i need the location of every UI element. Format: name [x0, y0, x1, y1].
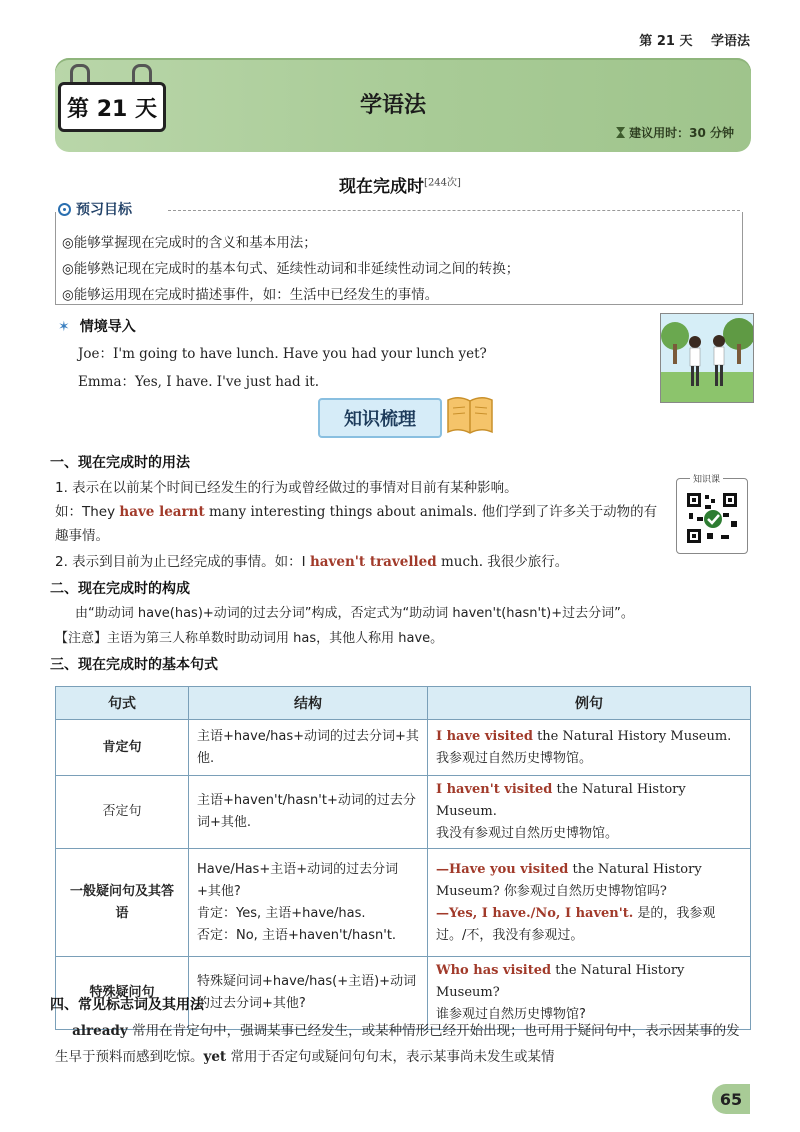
- sentence-pattern-table: [55, 686, 751, 1030]
- scene-illustration: [660, 313, 754, 403]
- structure: 特殊疑问词+have/has(+主语)+动词的过去分词+其他?: [189, 957, 428, 1030]
- preview-goals-list: [62, 230, 519, 308]
- usage-2: [55, 550, 665, 574]
- highlighted-verb: haven't travelled: [309, 554, 437, 570]
- list-item: ◎能够运用现在完成时描述事件，如：生活中已经发生的事情。: [62, 287, 439, 303]
- dialog: [78, 340, 487, 396]
- suggested-time: [616, 124, 734, 141]
- table-row: [56, 776, 751, 849]
- scene-heading: [58, 316, 136, 336]
- preview-goals-heading-text: 预习目标: [76, 202, 132, 218]
- column-header: 结构: [189, 687, 428, 720]
- structure-line: Have/Has+主语+动词的过去分词+其他?: [197, 861, 399, 899]
- usage-2-rest: much. 我很少旅行。: [436, 554, 569, 570]
- page-number: 65: [712, 1084, 750, 1114]
- column-header: 例句: [428, 687, 751, 720]
- construction-note: 【注意】主语为第三人称单数时助动词用 has，其他人称用 have。: [55, 631, 444, 646]
- running-header-day: 第 21 天: [639, 34, 693, 49]
- list-item: ◎能够熟记现在完成时的基本句式、延续性动词和非延续性动词之间的转换；: [62, 261, 520, 277]
- example: [428, 849, 751, 957]
- structure-line: 否定：No, 主语+haven't/hasn't.: [197, 927, 397, 943]
- keyword-yet: yet: [203, 1049, 227, 1065]
- table-header-row: [56, 687, 751, 720]
- structure: 主语+have/has+动词的过去分词+其他.: [189, 720, 428, 776]
- target-icon: [58, 203, 71, 216]
- yet-usage: 常用于否定句或疑问句句末，表示某事尚未发生或某情: [226, 1049, 555, 1065]
- running-header-section: 学语法: [710, 34, 750, 49]
- preview-goals-heading: [58, 199, 138, 219]
- scene-heading-text: 情境导入: [79, 319, 136, 335]
- lesson-title-text: 现在完成时: [339, 177, 425, 197]
- construction-rule: 由“助动词 have(has)+动词的过去分词”构成，否定式为“助动词 haven't(hasn't)+过去分词”。: [75, 606, 634, 621]
- example-rest: the Natural History Museum.: [436, 782, 686, 819]
- highlighted-verb: I haven't visited: [436, 782, 553, 797]
- example-translation: 我参观过自然历史博物馆。: [436, 750, 593, 766]
- section-3-title: 三、现在完成时的基本句式: [50, 657, 218, 673]
- sentence-type: 一般疑问句及其答语: [56, 849, 189, 957]
- dialog-line: Emma：Yes, I have. I've just had it.: [78, 374, 319, 390]
- sparkle-icon: ✶: [58, 319, 70, 335]
- example-rest: the Natural History Museum.: [532, 728, 732, 744]
- list-item: ◎能够掌握现在完成时的含义和基本用法；: [62, 235, 317, 251]
- example: [428, 720, 751, 776]
- suggested-time-text: 建议用时：30 分钟: [629, 126, 734, 140]
- section-2-title: 二、现在完成时的构成: [50, 581, 190, 597]
- qr-code[interactable]: [676, 478, 748, 554]
- day-label: 第 21 天: [58, 82, 166, 132]
- example-prefix: 如：They: [55, 504, 120, 520]
- highlighted-answer: —Yes, I have./No, I haven't.: [436, 905, 634, 921]
- example-translation: 是的，我参观过。/不，我没有参观过。: [436, 905, 716, 943]
- structure-line: 肯定：Yes, 主语+have/has.: [197, 905, 366, 921]
- example-translation: 谁参观过自然历史博物馆?: [436, 1007, 586, 1022]
- dialog-line: Joe：I'm going to have lunch. Have you had your lunch yet?: [78, 346, 487, 362]
- knowledge-badge: 知识梳理: [318, 398, 442, 438]
- section-1-title: 一、现在完成时的用法: [50, 455, 190, 471]
- example: [428, 776, 751, 849]
- marker-words-paragraph: [55, 1018, 751, 1070]
- highlighted-verb: have learnt: [119, 504, 205, 520]
- keyword-already: already: [72, 1023, 128, 1039]
- qr-code-label: 知识课: [690, 472, 723, 485]
- usage-1: 1. 表示在以前某个时间已经发生的行为或曾经做过的事情对目前有某种影响。: [55, 480, 518, 496]
- section-4-title: 四、常见标志词及其用法: [50, 997, 204, 1013]
- sentence-type: 特殊疑问句: [56, 957, 189, 1030]
- exam-frequency: [244次]: [424, 177, 461, 189]
- two-kids-illustration: [661, 314, 753, 402]
- structure: 主语+haven't/hasn't+动词的过去分词+其他.: [189, 776, 428, 849]
- qr-code-icon: [677, 479, 747, 553]
- example-rest: the Natural History Museum?: [436, 963, 685, 1000]
- example-rest: many interesting things about animals. 他们学到了许多关于动物的有趣事情。: [55, 504, 658, 544]
- open-book-icon: [445, 392, 495, 438]
- hourglass-icon: [616, 127, 625, 138]
- column-header: 句式: [56, 687, 189, 720]
- divider: [168, 210, 740, 211]
- highlighted-verb: Who has visited: [436, 963, 552, 978]
- lesson-title: [0, 172, 800, 197]
- banner-title: 学语法: [360, 93, 427, 118]
- example-translation: 我没有参观过自然历史博物馆。: [436, 826, 619, 841]
- table-row: [56, 720, 751, 776]
- sentence-type: 肯定句: [56, 720, 189, 776]
- running-header: [639, 30, 750, 49]
- usage-1-example: [55, 500, 665, 548]
- example-rest: the Natural History Museum? 你参观过自然历史博物馆吗?: [436, 861, 702, 899]
- structure: [189, 849, 428, 957]
- usage-2-prefix: 2. 表示到目前为止已经完成的事情。如：I: [55, 554, 310, 570]
- sentence-type: 否定句: [56, 776, 189, 849]
- already-usage: 常用在肯定句中，强调某事已经发生，或某种情形已经开始出现；也可用于疑问句中，表示因某事的发生早于预料而感到吃惊。: [55, 1023, 740, 1065]
- table-row: [56, 849, 751, 957]
- highlighted-verb: I have visited: [436, 728, 533, 744]
- highlighted-verb: —Have you visited: [436, 861, 569, 877]
